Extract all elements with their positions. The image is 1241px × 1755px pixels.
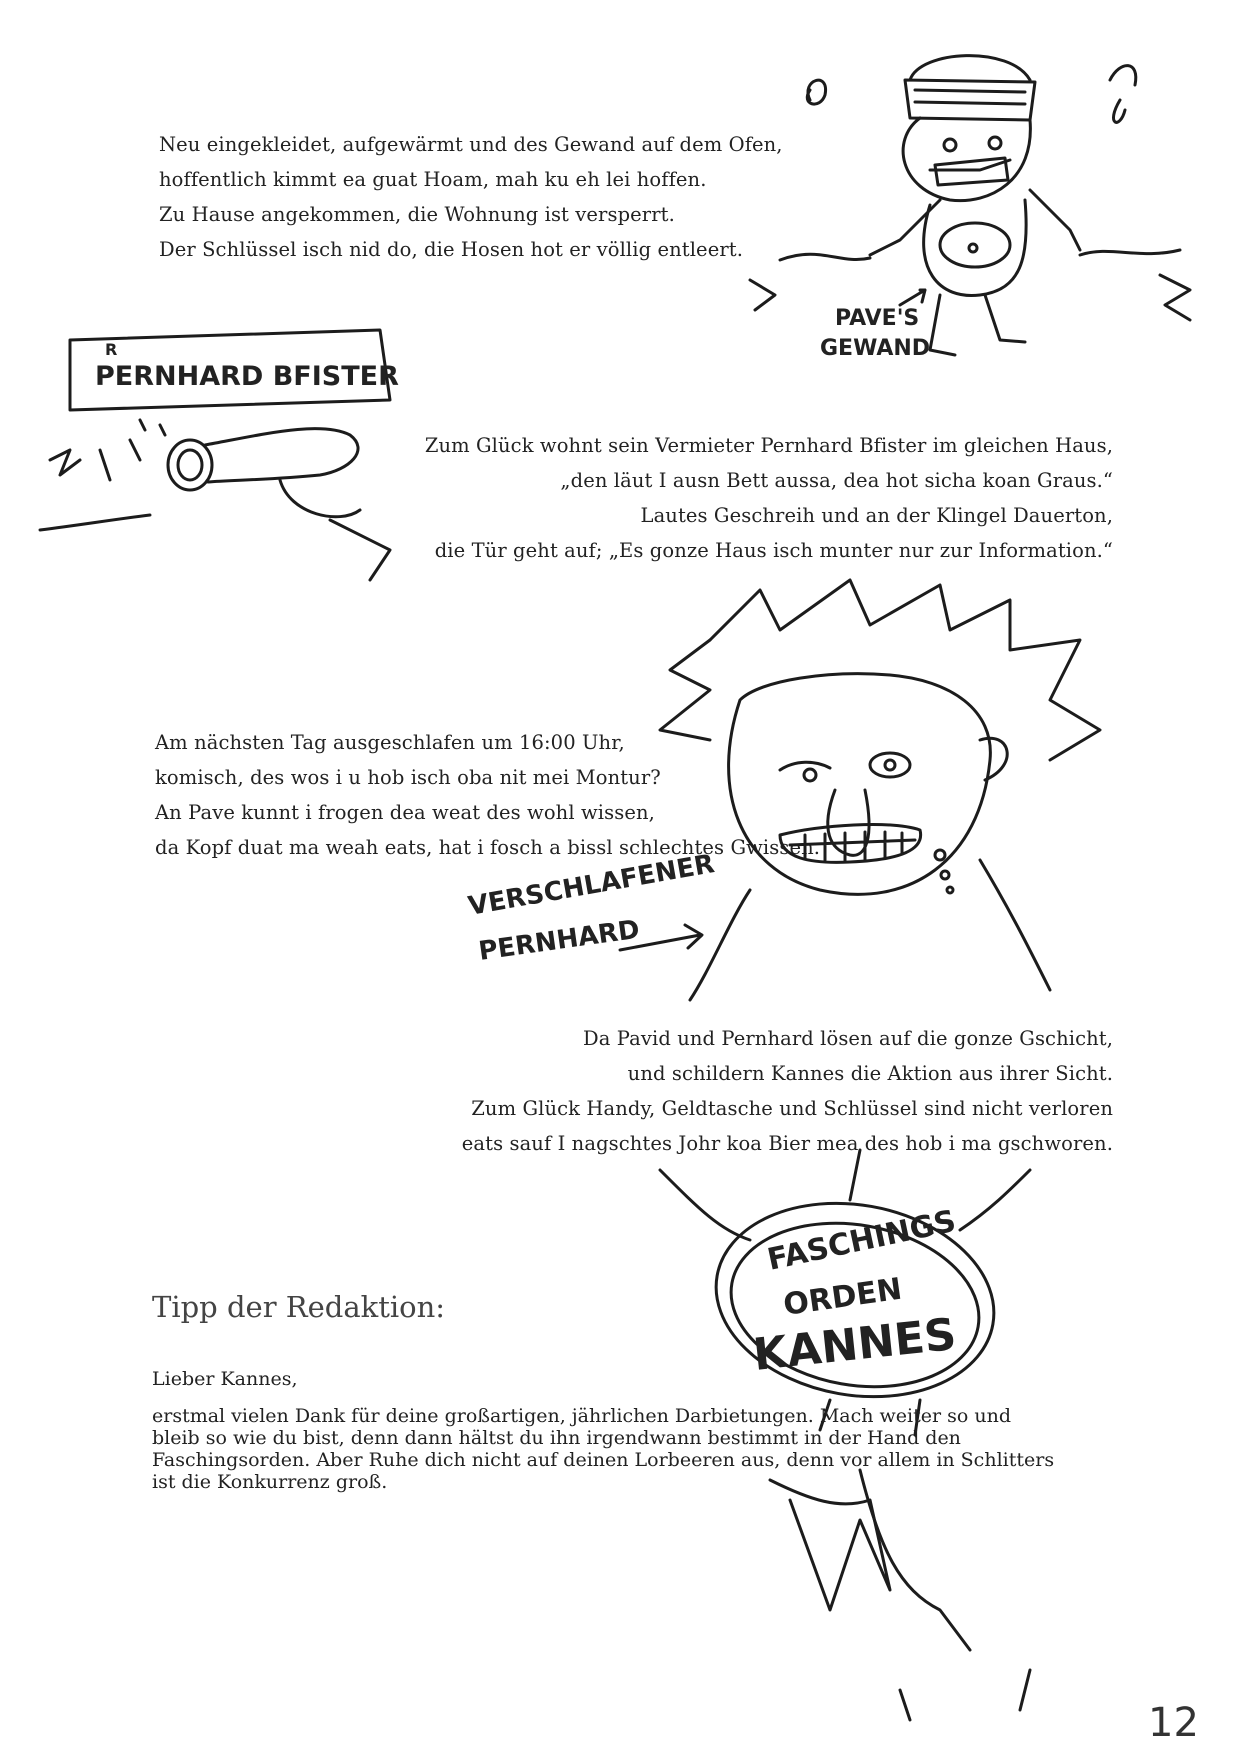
stanza-line: und schildern Kannes die Aktion aus ihrer Sicht. (627, 1062, 1113, 1085)
stanza-line: An Pave kunnt i frogen dea weat des wohl wissen, (155, 801, 655, 824)
stanza-line: Zu Hause angekommen, die Wohnung ist versperrt. (159, 203, 675, 226)
stanza-line: da Kopf duat ma weah eats, hat i fosch a bissl schlechtes Gwissen. (155, 836, 821, 859)
nameplate-correction: R (105, 340, 118, 359)
stanza-line: Neu eingekleidet, aufgewärmt und des Gewand auf dem Ofen, (159, 133, 783, 156)
stanza-line: „den läut I ausn Bett aussa, dea hot sicha koan Graus.“ (560, 469, 1113, 492)
medal-line2: ORDEN (781, 1271, 905, 1323)
stanza-4 (462, 1021, 1113, 1161)
stanza-line: Der Schlüssel isch nid do, die Hosen hot er völlig entleert. (159, 238, 743, 261)
pave-label-line1: PAVE'S (835, 306, 920, 331)
stanza-line: Da Pavid und Pernhard lösen auf die gonze Gschicht, (583, 1027, 1113, 1050)
medal-line3: KANNES (750, 1308, 959, 1381)
stanza-line: Zum Glück wohnt sein Vermieter Pernhard Bfister im gleichen Haus, (424, 434, 1113, 457)
stanza-line: die Tür geht auf; „Es gonze Haus isch munter nur zur Information.“ (434, 539, 1113, 562)
medal-line1: FASCHINGS (764, 1203, 959, 1278)
doorbell-drawing (40, 330, 440, 630)
stanza-line: Lautes Geschreih und an der Klingel Dauerton, (640, 504, 1113, 527)
pave-drawing (780, 40, 1200, 380)
nameplate-text: PERNHARD BFISTER (95, 361, 399, 392)
page-number: 12 (1148, 1700, 1199, 1746)
pernhard-label-line1: VERSCHLAFENER (466, 849, 717, 922)
stanza-line: Am nächsten Tag ausgeschlafen um 16:00 Uhr, (155, 731, 625, 754)
pave-label-line2: GEWAND (820, 336, 931, 361)
stanza-line: komisch, des wos i u hob isch oba nit mei Montur? (155, 766, 661, 789)
tip-body: erstmal vielen Dank für deine großartigen, jährlichen Darbietungen. Mach weiter so und bleib so wie du bist, denn dann hältst du ihn irgendwann bestimmt in der Hand den Faschingsorden. Aber Ruhe dich nicht auf deinen Lorbeeren aus, denn vor allem in Schlitters ist die Konkurrenz groß. (152, 1405, 1055, 1493)
stanza-line: Zum Glück Handy, Geldtasche und Schlüssel sind nicht verloren (471, 1097, 1113, 1120)
tip-heading: Tipp der Redaktion: (152, 1290, 446, 1324)
stanza-1 (159, 127, 783, 267)
pernhard-label (466, 849, 730, 990)
stanza-line: hoffentlich kimmt ea guat Hoam, mah ku eh lei hoffen. (159, 168, 707, 191)
tip-greeting: Lieber Kannes, (152, 1368, 298, 1390)
pernhard-label-line2: PERNHARD (476, 914, 642, 967)
stanza-2 (425, 428, 1113, 568)
stanza-line: eats sauf I nagschtes Johr koa Bier mea des hob i ma gschworen. (461, 1132, 1113, 1155)
